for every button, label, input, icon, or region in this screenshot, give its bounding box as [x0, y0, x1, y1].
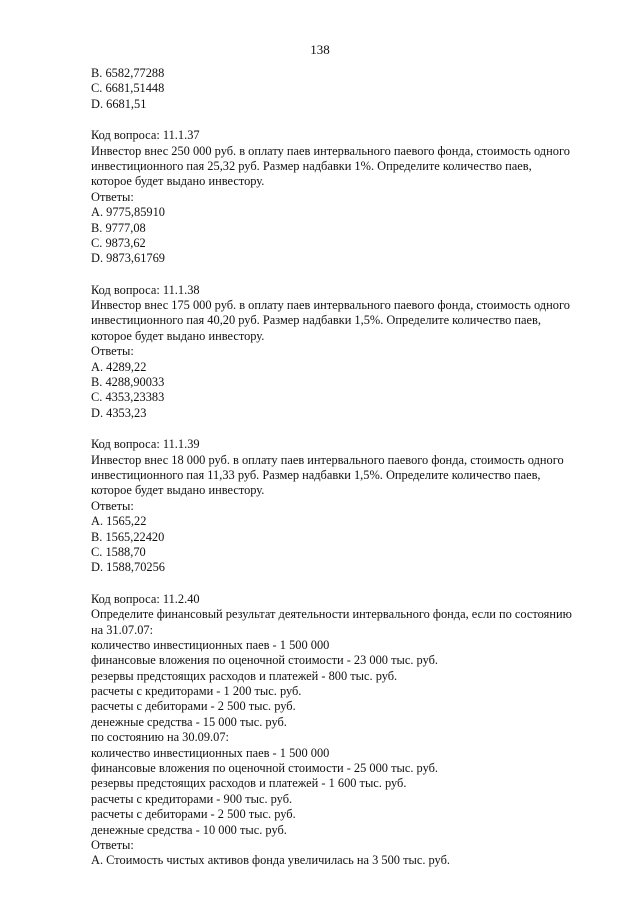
question-text-line: финансовые вложения по оценочной стоимости - 23 000 тыс. руб.: [91, 653, 439, 668]
answers-label: Ответы:: [91, 344, 134, 359]
question-code: Код вопроса: 11.1.38: [91, 282, 200, 297]
question-text-line: резервы предстоящих расходов и платежей - 1 600 тыс. руб.: [91, 776, 407, 791]
question-text-line: которое будет выдано инвестору.: [91, 328, 265, 343]
question-text-line: Инвестор внес 18 000 руб. в оплату паев интервального паевого фонда, стоимость одного: [91, 452, 564, 467]
question-block: [91, 437, 611, 576]
answer-option: A. 4289,22: [91, 359, 147, 374]
question-text-line: которое будет выдано инвестору.: [91, 174, 265, 189]
answer-option: B. 4288,90033: [91, 375, 165, 390]
answers-label: Ответы:: [91, 189, 134, 204]
question-text-line: на 31.07.07:: [91, 622, 154, 637]
question-text-line: расчеты с кредиторами - 900 тыс. руб.: [91, 791, 293, 806]
answer-option: D. 4353,23: [91, 405, 147, 420]
answer-option: C. 6681,51448: [91, 81, 165, 96]
question-code: Код вопроса: 11.2.40: [91, 591, 200, 606]
answer-option: B. 6582,77288: [91, 66, 165, 80]
question-text-line: по состоянию на 30.09.07:: [91, 730, 229, 745]
answer-option: D. 6681,51: [91, 96, 147, 111]
question-text-line: инвестиционного пая 11,33 руб. Размер надбавки 1,5%. Определите количество паев,: [91, 467, 541, 482]
question-text-line: резервы предстоящих расходов и платежей - 800 тыс. руб.: [91, 668, 398, 683]
question-text-line: денежные средства - 15 000 тыс. руб.: [91, 714, 287, 729]
answer-option: B. 1565,22420: [91, 529, 165, 544]
question-text-line: Инвестор внес 175 000 руб. в оплату паев интервального паевого фонда, стоимость одного: [91, 298, 570, 313]
question-code: Код вопроса: 11.1.37: [91, 128, 200, 143]
answer-option: D. 9873,61769: [91, 251, 165, 266]
question-text-line: расчеты с дебиторами - 2 500 тыс. руб.: [91, 699, 296, 714]
page-number: 138: [310, 42, 330, 57]
answer-option: C. 9873,62: [91, 235, 146, 250]
question-text-line: количество инвестиционных паев - 1 500 000: [91, 745, 330, 760]
question-block: [91, 592, 611, 869]
question-text-line: денежные средства - 10 000 тыс. руб.: [91, 822, 287, 837]
question-block: [91, 283, 611, 422]
question-text-line: расчеты с кредиторами - 1 200 тыс. руб.: [91, 684, 302, 699]
question-text-line: Определите финансовый результат деятельности интервального фонда, если по состоянию: [91, 607, 572, 622]
question-text-line: расчеты с дебиторами - 2 500 тыс. руб.: [91, 807, 296, 822]
question-text-line: финансовые вложения по оценочной стоимости - 25 000 тыс. руб.: [91, 761, 439, 776]
answers-label: Ответы:: [91, 837, 134, 852]
question-text-line: инвестиционного пая 40,20 руб. Размер надбавки 1,5%. Определите количество паев,: [91, 313, 541, 328]
answer-option: C. 4353,23383: [91, 390, 165, 405]
answer-option: C. 1588,70: [91, 544, 146, 559]
previous-question-answers: [91, 66, 611, 112]
page-body: [91, 66, 611, 869]
question-text-line: количество инвестиционных паев - 1 500 000: [91, 637, 330, 652]
answers-label: Ответы:: [91, 498, 134, 513]
answer-option: A. 1565,22: [91, 514, 147, 529]
question-text-line: инвестиционного пая 25,32 руб. Размер надбавки 1%. Определите количество паев,: [91, 158, 532, 173]
question-text-line: Инвестор внес 250 000 руб. в оплату паев интервального паевого фонда, стоимость одного: [91, 143, 570, 158]
answer-option: D. 1588,70256: [91, 560, 165, 575]
question-text-line: которое будет выдано инвестору.: [91, 483, 265, 498]
answer-option: B. 9777,08: [91, 220, 146, 235]
question-block: [91, 128, 611, 267]
question-code: Код вопроса: 11.1.39: [91, 437, 200, 452]
answer-option: A. Стоимость чистых активов фонда увеличилась на 3 500 тыс. руб.: [91, 853, 450, 868]
answer-option: A. 9775,85910: [91, 205, 165, 220]
